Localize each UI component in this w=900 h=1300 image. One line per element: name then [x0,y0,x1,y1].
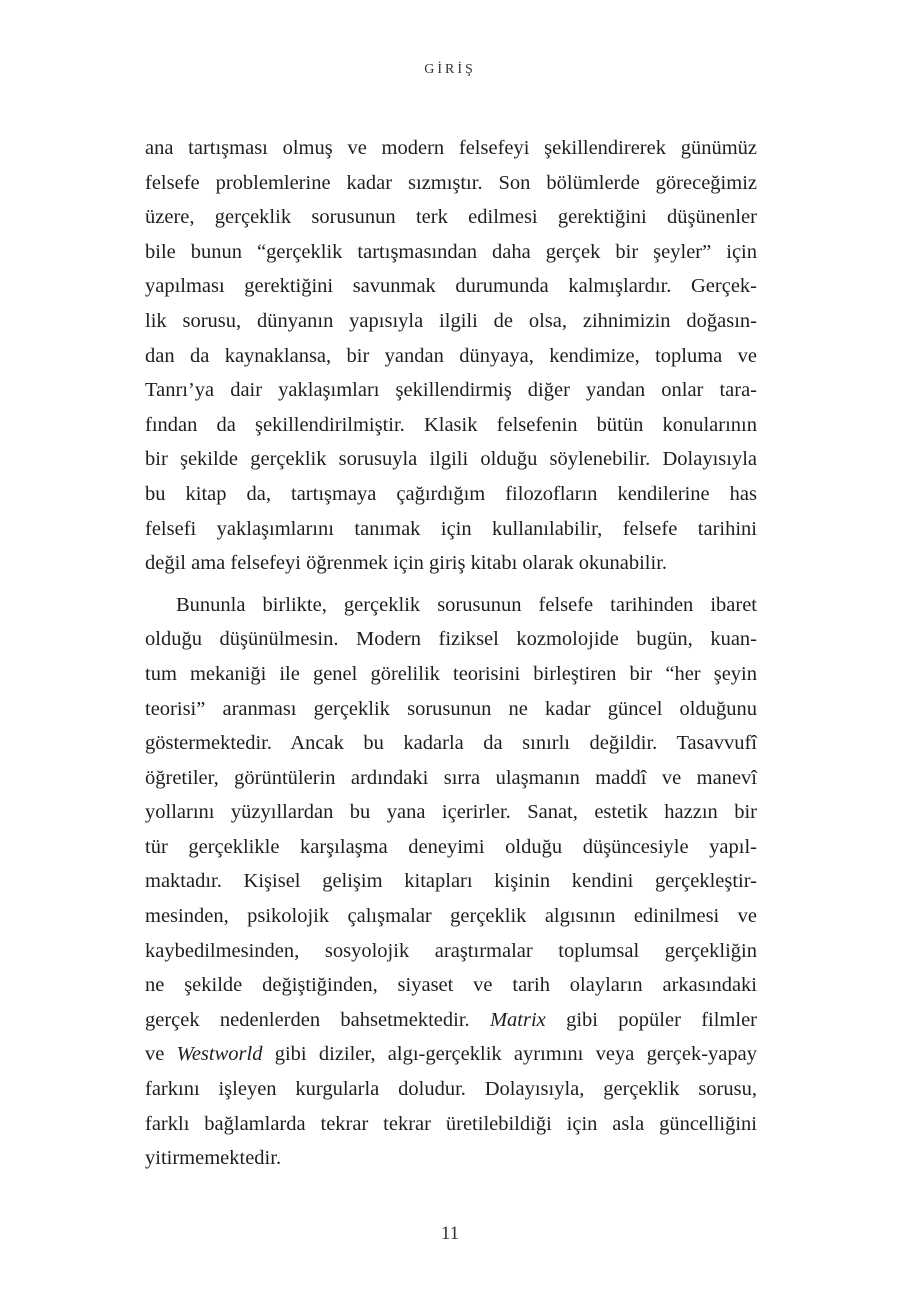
text-line: yitirmemektedir. [145,1147,282,1170]
text-line: Tanrı’ya dair yaklaşımları şekillendirmiş diğer yandan onlar tara- [145,379,757,402]
text-line: öğretiler, görüntülerin ardındaki sırra ulaşmanın maddî ve manevî [145,766,757,789]
text-line: yapılması gerektiğini savunmak durumunda kalmışlardır. Gerçek- [145,275,757,298]
text-line: yollarını yüzyıllardan bu yana içerirler. Sanat, estetik hazzın bir [145,801,757,824]
page-number: 11 [440,1223,460,1244]
text-line: Bununla birlikte, gerçeklik sorusunun felsefe tarihinden ibaret [176,593,757,616]
text-line: tür gerçeklikle karşılaşma deneyimi olduğu düşüncesiyle yapıl- [145,835,757,858]
text-line: mesinden, psikolojik çalışmalar gerçeklik algısının edinilmesi ve [145,905,757,928]
text-line: değil ama felsefeyi öğrenmek için giriş kitabı olarak okunabilir. [145,552,668,575]
text-line: gerçek nedenlerden bahsetmektedir. Matrix gibi popüler filmler [145,1008,757,1031]
body-text [145,131,757,1176]
text-line: bir şekilde gerçeklik sorusuyla ilgili olduğu söylenebilir. Dolayısıyla [145,448,757,471]
text-line: olduğu düşünülmesin. Modern fiziksel kozmolojide bugün, kuan- [145,628,757,651]
paragraph-1 [145,131,757,581]
text-line: tum mekaniği ile genel görelilik teorisini birleştiren bir “her şeyin [145,662,757,685]
text-line: teorisi” aranması gerçeklik sorusunun ne kadar güncel olduğunu [145,697,757,720]
text-line: ne şekilde değiştiğinden, siyaset ve tarih olayların arkasındaki [145,974,757,997]
text-line: farkını işleyen kurgularla doludur. Dolayısıyla, gerçeklik sorusu, [145,1078,757,1101]
text-line: kaybedilmesinden, sosyolojik araştırmalar toplumsal gerçekliğin [145,939,757,962]
text-line: göstermektedir. Ancak bu kadarla da sınırlı değildir. Tasavvufî [145,732,757,755]
paragraph-2 [145,588,757,1176]
text-line: ana tartışması olmuş ve modern felsefeyi şekillendirerek günümüz [145,137,757,159]
running-header: GİRİŞ [424,62,476,77]
text-line: fından da şekillendirilmiştir. Klasik felsefenin bütün konularının [145,413,757,436]
text-line: felsefe problemlerine kadar sızmıştır. Son bölümlerde göreceğimiz [145,171,757,194]
text-line: üzere, gerçeklik sorusunun terk edilmesi gerektiğini düşünenler [145,206,757,229]
text-line: bu kitap da, tartışmaya çağırdığım filozofların kendilerine has [145,482,757,505]
text-line: bile bunun “gerçeklik tartışmasından daha gerçek bir şeyler” için [145,240,757,263]
text-line: lik sorusu, dünyanın yapısıyla ilgili de olsa, zihnimizin doğasın- [145,309,757,332]
text-line: dan da kaynaklansa, bir yandan dünyaya, kendimize, topluma ve [145,344,757,367]
italic-title: Westworld [176,1043,263,1066]
text-line: farklı bağlamlarda tekrar tekrar üretilebildiği için asla güncelliğini [145,1112,757,1135]
text-line: maktadır. Kişisel gelişim kitapları kişinin kendini gerçekleştir- [145,870,757,893]
text-line: ve Westworld gibi diziler, algı-gerçeklik ayrımını veya gerçek-yapay [145,1043,757,1066]
text-line: felsefi yaklaşımlarını tanımak için kullanılabilir, felsefe tarihini [145,517,757,540]
italic-title: Matrix [489,1008,546,1031]
